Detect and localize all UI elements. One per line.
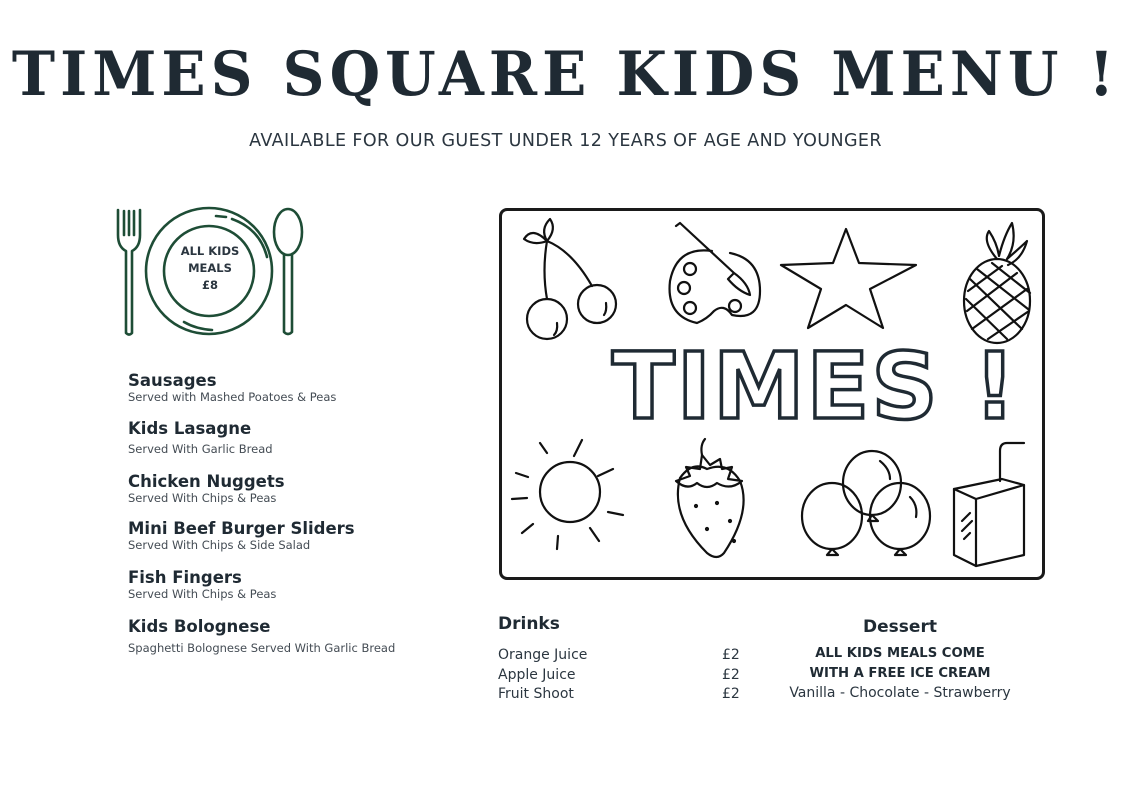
menu-title: TIMES SQUARE KIDS MENU ! [11,38,1120,110]
meal-item [128,568,276,601]
balloons-icon [802,451,930,555]
meal-item [128,617,395,655]
meal-description: Served With Chips & Peas [128,491,277,505]
price-badge-line1: ALL KIDS [180,244,240,258]
dessert-section [770,617,1030,703]
drink-price: £2 [722,686,740,702]
meal-description: Served With Garlic Bread [128,442,273,456]
drink-name: Orange Juice [498,647,588,663]
paint-palette-icon [670,223,760,323]
meal-description: Served With Chips & Side Salad [128,538,311,552]
price-badge [171,243,249,294]
dessert-note-line1: ALL KIDS MEALS COME [815,646,985,661]
dessert-flavours: Vanilla - Chocolate - Strawberry [789,685,1011,701]
strawberry-icon [676,439,744,557]
dessert-note-line2: WITH A FREE ICE CREAM [809,666,991,681]
meal-description: Spaghetti Bolognese Served With Garlic Bread [128,641,396,655]
drink-name: Apple Juice [498,666,576,683]
meal-name: Chicken Nuggets [128,472,285,491]
meal-name: Kids Lasagne [128,419,252,438]
pineapple-icon [964,223,1030,343]
dessert-title: Dessert [863,617,937,637]
meal-name: Fish Fingers [128,568,242,587]
menu-subtitle: AVAILABLE FOR OUR GUEST UNDER 12 YEARS OF AGE AND YOUNGER [249,131,882,151]
price-badge-price: £8 [201,278,218,292]
meal-item [128,419,273,456]
meal-item [128,519,355,552]
drinks-section [498,614,748,706]
meal-name: Kids Bolognese [128,617,271,636]
sun-icon [512,440,623,549]
juice-box-icon [954,443,1024,566]
drink-row [498,667,748,687]
drink-price: £2 [722,647,740,663]
drinks-title: Drinks [498,614,560,634]
coloring-word: TIMES ! [612,333,1018,440]
drink-row [498,647,748,667]
price-badge-line2: MEALS [188,261,232,275]
meal-item [128,472,285,505]
drink-price: £2 [722,666,740,683]
coloring-panel [499,208,1045,580]
meal-description: Served With Chips & Peas [128,587,277,601]
star-icon [781,229,916,328]
meal-name: Sausages [128,371,217,390]
cherries-icon [524,219,616,339]
meal-item [128,371,336,404]
meal-description: Served with Mashed Poatoes & Peas [128,390,337,404]
drink-name: Fruit Shoot [498,686,574,702]
drink-row [498,686,748,706]
meal-name: Mini Beef Burger Sliders [128,519,355,538]
